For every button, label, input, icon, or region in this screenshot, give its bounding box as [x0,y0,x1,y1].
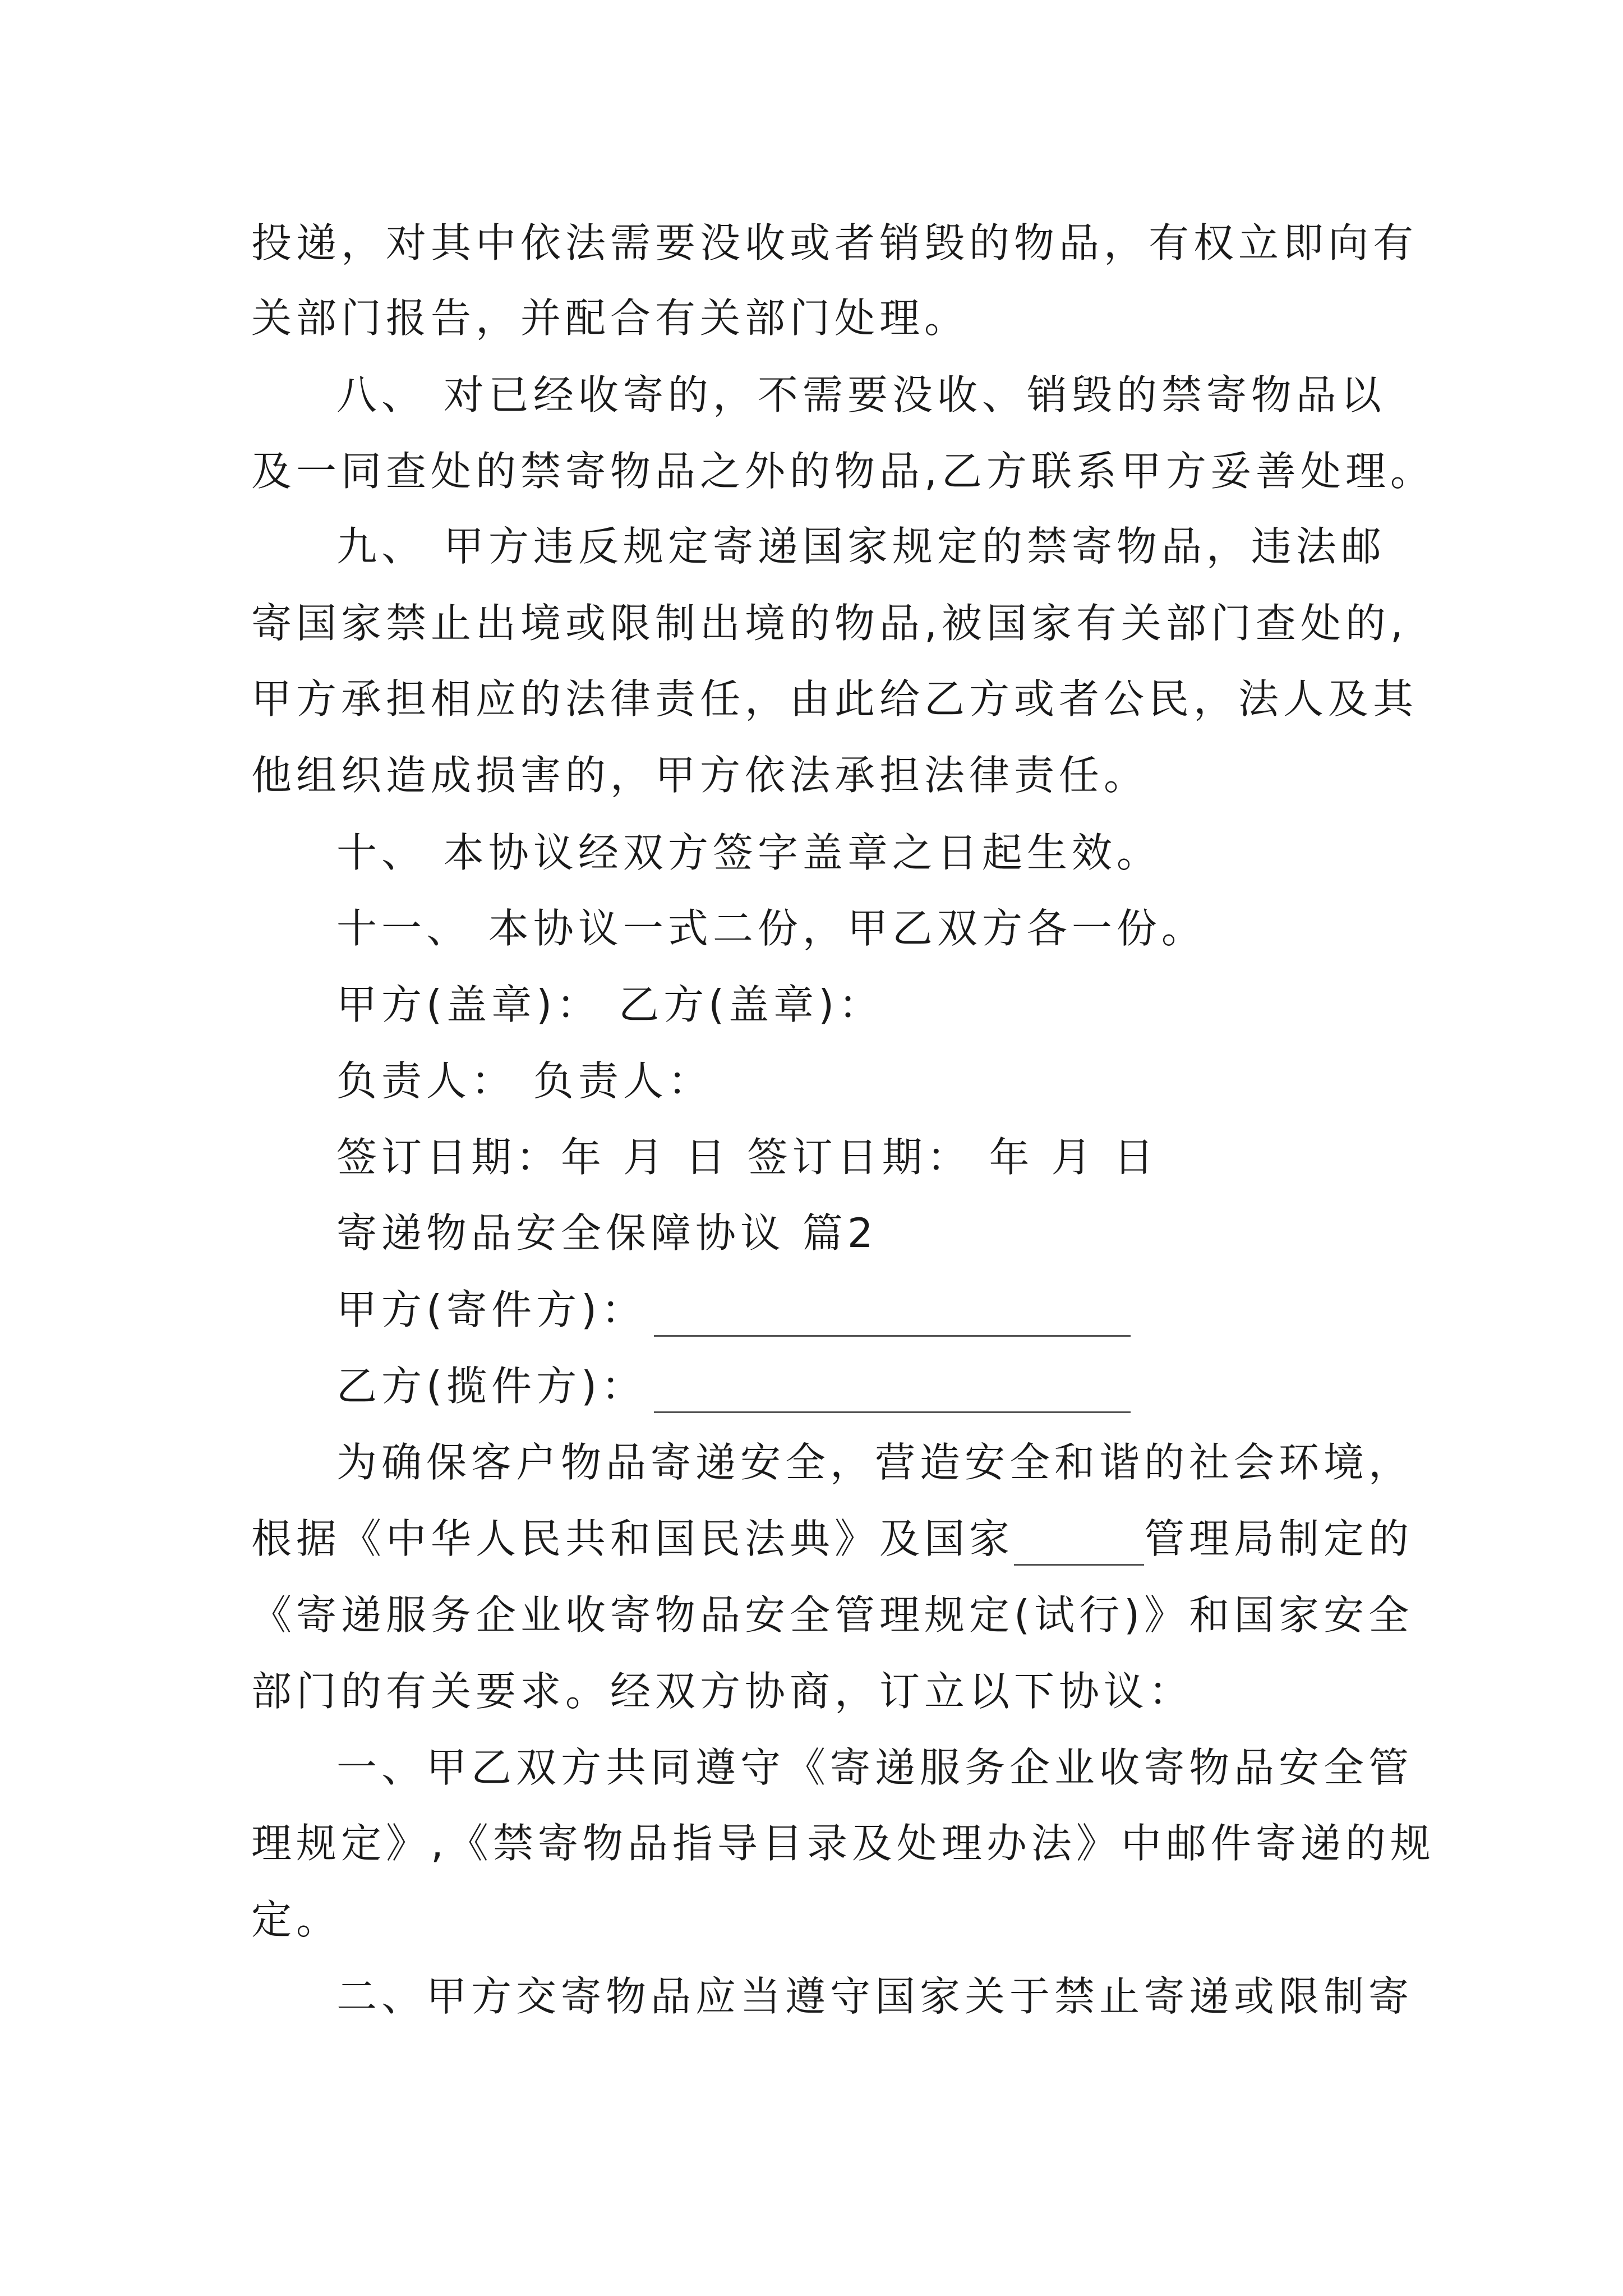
paragraph-line: 关部门报告，并配合有关部门处理。 [251,295,970,342]
paragraph-line: 部门的有关要求。经双方协商，订立以下协议： [251,1668,1194,1715]
party-a-label: 甲方(寄件方)： [336,1286,647,1333]
paragraph-line: 为确保客户物品寄递安全，营造安全和谐的社会环境， [336,1439,1414,1486]
paragraph-line: 甲方承担相应的法律责任，由此给乙方或者公民，法人及其 [251,675,1418,723]
paragraph-line: 定。 [251,1896,342,1943]
paragraph-line: 投递，对其中依法需要没收或者销毁的物品，有权立即向有 [251,219,1418,266]
party-a-line [336,1283,1131,1337]
party-b-label: 乙方(揽件方)： [336,1363,647,1410]
paragraph-line: 他组织造成损害的，甲方依法承担法律责任。 [251,752,1149,799]
clause-11-line: 十一、 本协议一式二份，甲乙双方各一份。 [336,905,1206,952]
clause-10-line: 十、 本协议经双方签字盖章之日起生效。 [336,829,1161,876]
paragraph-line: 理规定》,《禁寄物品指导目录及处理办法》中邮件寄递的规 [251,1820,1435,1867]
party-b-blank[interactable] [654,1372,1131,1413]
section-heading: 寄递物品安全保障协议 篇2 [336,1209,878,1257]
seal-line: 甲方(盖章)： 乙方(盖章)： [336,981,884,1028]
paragraph-line: 及一同查处的禁寄物品之外的物品,乙方联系甲方妥善处理。 [251,448,1435,495]
party-b-line [336,1359,1131,1413]
paragraph-line [251,1512,1413,1566]
paragraph-text: 管理局制定的 [1144,1515,1414,1562]
agency-blank[interactable] [1014,1525,1144,1566]
paragraph-line: 寄国家禁止出境或限制出境的物品,被国家有关部门查处的, [251,600,1408,647]
signing-date-line: 签订日期：年 月 日 签订日期： 年 月 日 [336,1134,1159,1181]
clause-9-line: 九、 甲方违反规定寄递国家规定的禁寄物品，违法邮 [336,523,1386,570]
clause-8-line: 八、 对已经收寄的，不需要没收、销毁的禁寄物品以 [336,371,1386,418]
party-a-blank[interactable] [654,1296,1131,1337]
paragraph-text: 根据《中华人民共和国民法典》及国家 [251,1515,1015,1562]
paragraph-line: 《寄递服务企业收寄物品安全管理规定(试行)》和国家安全 [251,1591,1414,1639]
article-1-line: 一、甲乙双方共同遵守《寄递服务企业收寄物品安全管 [336,1744,1414,1791]
responsible-person-line: 负责人： 负责人： [336,1057,713,1105]
article-2-line: 二、甲方交寄物品应当遵守国家关于禁止寄递或限制寄 [336,1973,1414,2020]
